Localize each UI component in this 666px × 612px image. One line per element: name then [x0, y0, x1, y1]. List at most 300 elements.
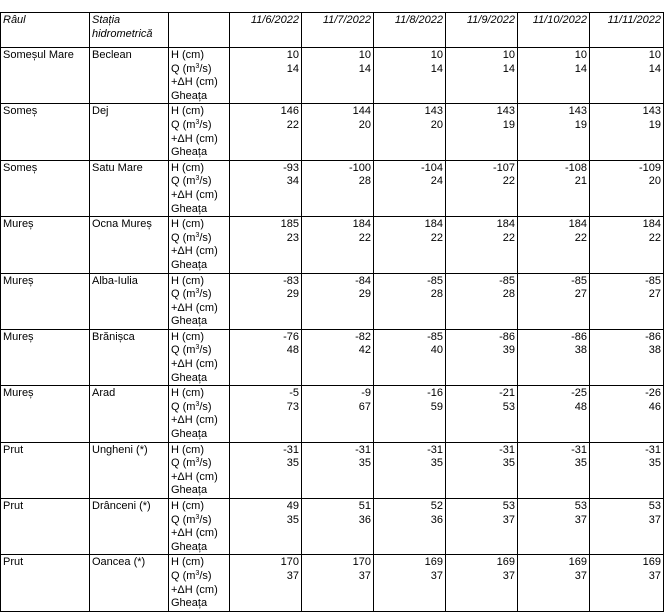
discharge-label-prefix: Q (m — [171, 118, 196, 131]
discharge-value: 37 — [358, 569, 371, 582]
value-cell — [518, 48, 590, 104]
discharge-value: 53 — [502, 400, 515, 413]
value-cell — [446, 499, 518, 555]
value-cell — [518, 329, 590, 385]
water-level-value: -82 — [355, 330, 371, 343]
level-change-label: +ΔH (cm) — [171, 470, 218, 483]
hydrological-data-table — [0, 12, 664, 612]
ice-label: Gheața — [171, 202, 208, 215]
river-cell: Mureș — [1, 217, 90, 273]
value-cell — [302, 273, 374, 329]
header-row — [1, 13, 664, 48]
ice-label: Gheața — [171, 428, 208, 441]
value-cell — [374, 329, 446, 385]
discharge-label-suffix: /s) — [199, 513, 212, 526]
discharge-value: 59 — [430, 400, 443, 413]
water-level-value: -85 — [427, 330, 443, 343]
value-cell — [374, 273, 446, 329]
value-cell — [374, 442, 446, 498]
value-cell — [590, 160, 664, 216]
ice-label: Gheața — [171, 146, 208, 159]
river-cell: Mureș — [1, 386, 90, 442]
water-level-value: -109 — [638, 161, 661, 174]
value-cell — [518, 217, 590, 273]
value-cell — [590, 217, 664, 273]
parameter-cell — [169, 273, 230, 329]
discharge-value: 37 — [648, 569, 661, 582]
discharge-label — [171, 570, 227, 584]
value-cell — [230, 386, 302, 442]
water-level-value: -21 — [499, 387, 515, 400]
value-cell — [590, 555, 664, 611]
water-level-value: -31 — [355, 443, 371, 456]
river-cell: Someșul Mare — [1, 48, 90, 104]
ice-label: Gheața — [171, 258, 208, 271]
water-level-label: H (cm) — [171, 218, 204, 231]
level-change-label: +ΔH (cm) — [171, 583, 218, 596]
value-cell — [518, 499, 590, 555]
water-level-value: 144 — [352, 105, 371, 118]
discharge-label — [171, 401, 227, 415]
discharge-value: 22 — [286, 118, 299, 131]
ice-label: Gheața — [171, 371, 208, 384]
discharge-value: 24 — [430, 175, 443, 188]
value-cell — [230, 48, 302, 104]
discharge-label-suffix: /s) — [199, 400, 212, 413]
date-column-header: 11/9/2022 — [446, 13, 518, 48]
discharge-value: 19 — [648, 118, 661, 131]
discharge-value: 35 — [286, 513, 299, 526]
water-level-value: 169 — [568, 556, 587, 569]
water-level-label: H (cm) — [171, 330, 204, 343]
water-level-value: -85 — [427, 274, 443, 287]
value-cell — [590, 499, 664, 555]
table-body — [1, 48, 664, 612]
discharge-value: 14 — [286, 62, 299, 75]
water-level-value: 10 — [358, 49, 371, 61]
water-level-value: 169 — [424, 556, 443, 569]
discharge-value: 22 — [502, 175, 515, 188]
discharge-value: 35 — [286, 457, 299, 470]
discharge-value: 20 — [648, 175, 661, 188]
water-level-label: H (cm) — [171, 556, 204, 569]
water-level-value: -83 — [283, 274, 299, 287]
level-change-label: +ΔH (cm) — [171, 414, 218, 427]
river-cell: Prut — [1, 442, 90, 498]
station-cell: Drânceni (*) — [90, 499, 169, 555]
parameter-cell — [169, 386, 230, 442]
value-cell — [302, 48, 374, 104]
discharge-value: 37 — [574, 513, 587, 526]
discharge-value: 37 — [502, 513, 515, 526]
value-cell — [518, 104, 590, 160]
discharge-value: 39 — [502, 344, 515, 357]
discharge-value: 22 — [574, 231, 587, 244]
water-level-value: 49 — [286, 500, 299, 512]
discharge-value: 73 — [286, 400, 299, 413]
value-cell — [302, 329, 374, 385]
date-column-header: 11/7/2022 — [302, 13, 374, 48]
discharge-value: 14 — [502, 62, 515, 75]
water-level-value: -31 — [571, 443, 587, 456]
discharge-value: 37 — [430, 569, 443, 582]
water-level-value: -104 — [420, 161, 443, 174]
ice-label: Gheața — [171, 484, 208, 497]
discharge-value: 48 — [574, 400, 587, 413]
table-row — [1, 442, 664, 498]
discharge-label-suffix: /s) — [199, 62, 212, 75]
value-cell — [518, 442, 590, 498]
water-level-value: 10 — [286, 49, 299, 61]
value-cell — [446, 329, 518, 385]
value-cell — [446, 273, 518, 329]
discharge-value: 40 — [430, 344, 443, 357]
discharge-value: 19 — [574, 118, 587, 131]
value-cell — [518, 273, 590, 329]
table-row — [1, 386, 664, 442]
water-level-value: 143 — [568, 105, 587, 118]
discharge-value: 20 — [430, 118, 443, 131]
river-cell: Mureș — [1, 273, 90, 329]
value-cell — [446, 48, 518, 104]
water-level-value: -26 — [645, 387, 661, 400]
parameter-cell — [169, 555, 230, 611]
river-cell: Someș — [1, 160, 90, 216]
discharge-value: 20 — [358, 118, 371, 131]
table-row — [1, 160, 664, 216]
ice-label: Gheața — [171, 315, 208, 328]
water-level-value: 170 — [352, 556, 371, 569]
water-level-value: 143 — [642, 105, 661, 118]
value-cell — [590, 48, 664, 104]
discharge-value: 22 — [502, 231, 515, 244]
discharge-label-prefix: Q (m — [171, 231, 196, 244]
water-level-value: -85 — [499, 274, 515, 287]
discharge-label-exponent: 3 — [195, 231, 200, 239]
level-change-label: +ΔH (cm) — [171, 245, 218, 258]
value-cell — [446, 104, 518, 160]
value-cell — [230, 160, 302, 216]
water-level-value: -85 — [571, 274, 587, 287]
water-level-value: 184 — [642, 218, 661, 231]
water-level-value: 170 — [280, 556, 299, 569]
value-cell — [302, 217, 374, 273]
value-cell — [590, 386, 664, 442]
ice-label: Gheața — [171, 89, 208, 102]
water-level-label: H (cm) — [171, 49, 204, 61]
value-cell — [374, 160, 446, 216]
water-level-value: 184 — [568, 218, 587, 231]
water-level-value: -107 — [492, 161, 515, 174]
value-cell — [374, 499, 446, 555]
discharge-label-suffix: /s) — [199, 569, 212, 582]
discharge-label-prefix: Q (m — [171, 288, 196, 301]
discharge-value: 48 — [286, 344, 299, 357]
river-column-header: Râul — [1, 13, 90, 48]
discharge-label — [171, 232, 227, 246]
water-level-value: 52 — [430, 500, 443, 512]
parameter-cell — [169, 499, 230, 555]
level-change-label: +ΔH (cm) — [171, 301, 218, 314]
value-cell — [590, 104, 664, 160]
value-cell — [590, 329, 664, 385]
discharge-label-suffix: /s) — [199, 457, 212, 470]
water-level-value: 184 — [352, 218, 371, 231]
station-cell: Oancea (*) — [90, 555, 169, 611]
discharge-value: 35 — [574, 457, 587, 470]
ice-label: Gheața — [171, 597, 208, 610]
discharge-label — [171, 175, 227, 189]
value-cell — [302, 442, 374, 498]
river-cell: Mureș — [1, 329, 90, 385]
discharge-label-prefix: Q (m — [171, 400, 196, 413]
discharge-value: 35 — [358, 457, 371, 470]
water-level-label: H (cm) — [171, 387, 204, 400]
water-level-value: -100 — [348, 161, 371, 174]
parameter-cell — [169, 104, 230, 160]
water-level-value: 10 — [574, 49, 587, 61]
water-level-value: -85 — [645, 274, 661, 287]
discharge-label-prefix: Q (m — [171, 175, 196, 188]
station-cell: Brănișca — [90, 329, 169, 385]
level-change-label: +ΔH (cm) — [171, 132, 218, 145]
discharge-value: 22 — [648, 231, 661, 244]
station-cell: Ungheni (*) — [90, 442, 169, 498]
water-level-value: 169 — [496, 556, 515, 569]
water-level-value: -93 — [283, 161, 299, 174]
discharge-value: 38 — [574, 344, 587, 357]
water-level-value: -76 — [283, 330, 299, 343]
station-cell: Dej — [90, 104, 169, 160]
water-level-label: H (cm) — [171, 161, 204, 174]
water-level-value: -84 — [355, 274, 371, 287]
table-row — [1, 217, 664, 273]
value-cell — [302, 104, 374, 160]
water-level-value: 143 — [424, 105, 443, 118]
discharge-value: 36 — [430, 513, 443, 526]
water-level-value: -25 — [571, 387, 587, 400]
date-column-header: 11/6/2022 — [230, 13, 302, 48]
discharge-label-exponent: 3 — [195, 457, 200, 465]
discharge-value: 28 — [358, 175, 371, 188]
level-change-label: +ΔH (cm) — [171, 527, 218, 540]
value-cell — [446, 442, 518, 498]
table-row — [1, 104, 664, 160]
level-change-label: +ΔH (cm) — [171, 188, 218, 201]
river-cell: Prut — [1, 499, 90, 555]
discharge-label-prefix: Q (m — [171, 513, 196, 526]
value-cell — [230, 104, 302, 160]
value-cell — [518, 555, 590, 611]
discharge-label-exponent: 3 — [195, 513, 200, 521]
discharge-value: 67 — [358, 400, 371, 413]
discharge-value: 37 — [286, 569, 299, 582]
parameter-cell — [169, 48, 230, 104]
discharge-value: 34 — [286, 175, 299, 188]
discharge-label-prefix: Q (m — [171, 457, 196, 470]
water-level-value: -31 — [427, 443, 443, 456]
discharge-label-prefix: Q (m — [171, 569, 196, 582]
discharge-label — [171, 344, 227, 358]
discharge-value: 37 — [648, 513, 661, 526]
discharge-value: 23 — [286, 231, 299, 244]
water-level-value: -108 — [564, 161, 587, 174]
water-level-value: 184 — [424, 218, 443, 231]
water-level-value: 51 — [358, 500, 371, 512]
value-cell — [590, 442, 664, 498]
level-change-label: +ΔH (cm) — [171, 358, 218, 371]
value-cell — [446, 160, 518, 216]
value-cell — [518, 386, 590, 442]
water-level-value: 184 — [496, 218, 515, 231]
station-cell: Beclean — [90, 48, 169, 104]
date-column-header: 11/10/2022 — [518, 13, 590, 48]
discharge-label-exponent: 3 — [195, 400, 200, 408]
parameter-cell — [169, 217, 230, 273]
discharge-label — [171, 457, 227, 471]
discharge-value: 22 — [430, 231, 443, 244]
discharge-label-suffix: /s) — [199, 175, 212, 188]
ice-label: Gheața — [171, 540, 208, 553]
table-row — [1, 329, 664, 385]
discharge-label-exponent: 3 — [195, 175, 200, 183]
table-header — [1, 13, 664, 48]
table-row — [1, 48, 664, 104]
water-level-value: -86 — [499, 330, 515, 343]
value-cell — [374, 386, 446, 442]
discharge-label-exponent: 3 — [195, 62, 200, 70]
discharge-value: 36 — [358, 513, 371, 526]
station-cell: Ocna Mureș — [90, 217, 169, 273]
value-cell — [230, 217, 302, 273]
station-cell: Satu Mare — [90, 160, 169, 216]
water-level-value: 10 — [502, 49, 515, 61]
value-cell — [374, 555, 446, 611]
discharge-label — [171, 63, 227, 77]
discharge-value: 21 — [574, 175, 587, 188]
value-cell — [302, 386, 374, 442]
water-level-value: -86 — [571, 330, 587, 343]
discharge-value: 38 — [648, 344, 661, 357]
water-level-value: -31 — [283, 443, 299, 456]
discharge-value: 14 — [648, 62, 661, 75]
discharge-value: 35 — [648, 457, 661, 470]
discharge-label-exponent: 3 — [195, 118, 200, 126]
discharge-label — [171, 288, 227, 302]
water-level-value: -16 — [427, 387, 443, 400]
discharge-label — [171, 514, 227, 528]
water-level-label: H (cm) — [171, 443, 204, 456]
discharge-value: 35 — [502, 457, 515, 470]
value-cell — [374, 217, 446, 273]
value-cell — [446, 386, 518, 442]
discharge-label-suffix: /s) — [199, 288, 212, 301]
discharge-value: 14 — [358, 62, 371, 75]
value-cell — [302, 499, 374, 555]
discharge-value: 14 — [430, 62, 443, 75]
date-column-header: 11/11/2022 — [590, 13, 664, 48]
discharge-value: 14 — [574, 62, 587, 75]
discharge-value: 42 — [358, 344, 371, 357]
discharge-value: 27 — [574, 288, 587, 301]
water-level-value: -86 — [645, 330, 661, 343]
value-cell — [302, 160, 374, 216]
table-row — [1, 499, 664, 555]
station-cell: Arad — [90, 386, 169, 442]
value-cell — [374, 48, 446, 104]
discharge-label-suffix: /s) — [199, 118, 212, 131]
discharge-label-suffix: /s) — [199, 231, 212, 244]
water-level-value: -31 — [499, 443, 515, 456]
river-cell: Someș — [1, 104, 90, 160]
discharge-value: 28 — [502, 288, 515, 301]
discharge-value: 29 — [358, 288, 371, 301]
discharge-label-exponent: 3 — [195, 288, 200, 296]
parameter-cell — [169, 160, 230, 216]
discharge-value: 28 — [430, 288, 443, 301]
water-level-value: 185 — [280, 218, 299, 231]
discharge-label-prefix: Q (m — [171, 344, 196, 357]
discharge-label — [171, 119, 227, 133]
water-level-value: -31 — [645, 443, 661, 456]
level-change-label: +ΔH (cm) — [171, 76, 218, 89]
water-level-label: H (cm) — [171, 105, 204, 118]
value-cell — [446, 217, 518, 273]
water-level-value: 169 — [642, 556, 661, 569]
station-cell: Alba-Iulia — [90, 273, 169, 329]
water-level-value: 143 — [496, 105, 515, 118]
value-cell — [230, 442, 302, 498]
discharge-label-prefix: Q (m — [171, 62, 196, 75]
water-level-value: 146 — [280, 105, 299, 118]
table-row — [1, 273, 664, 329]
river-cell: Prut — [1, 555, 90, 611]
water-level-label: H (cm) — [171, 500, 204, 512]
discharge-value: 46 — [648, 400, 661, 413]
water-level-value: 10 — [648, 49, 661, 61]
discharge-value: 29 — [286, 288, 299, 301]
value-cell — [230, 329, 302, 385]
value-cell — [302, 555, 374, 611]
discharge-value: 37 — [574, 569, 587, 582]
discharge-label-suffix: /s) — [199, 344, 212, 357]
date-column-header: 11/8/2022 — [374, 13, 446, 48]
water-level-value: 53 — [502, 500, 515, 512]
discharge-label-exponent: 3 — [195, 569, 200, 577]
parameter-cell — [169, 442, 230, 498]
station-column-header: Stația hidrometrică — [90, 13, 169, 48]
value-cell — [230, 273, 302, 329]
water-level-value: 53 — [648, 500, 661, 512]
table-row — [1, 555, 664, 611]
value-cell — [230, 499, 302, 555]
value-cell — [374, 104, 446, 160]
value-cell — [446, 555, 518, 611]
value-cell — [518, 160, 590, 216]
discharge-label-exponent: 3 — [195, 344, 200, 352]
discharge-value: 37 — [502, 569, 515, 582]
water-level-value: -9 — [361, 387, 371, 400]
parameter-column-header — [169, 13, 230, 48]
parameter-cell — [169, 329, 230, 385]
water-level-value: 53 — [574, 500, 587, 512]
value-cell — [590, 273, 664, 329]
discharge-value: 27 — [648, 288, 661, 301]
discharge-value: 35 — [430, 457, 443, 470]
water-level-value: 10 — [430, 49, 443, 61]
water-level-value: -5 — [289, 387, 299, 400]
discharge-value: 22 — [358, 231, 371, 244]
